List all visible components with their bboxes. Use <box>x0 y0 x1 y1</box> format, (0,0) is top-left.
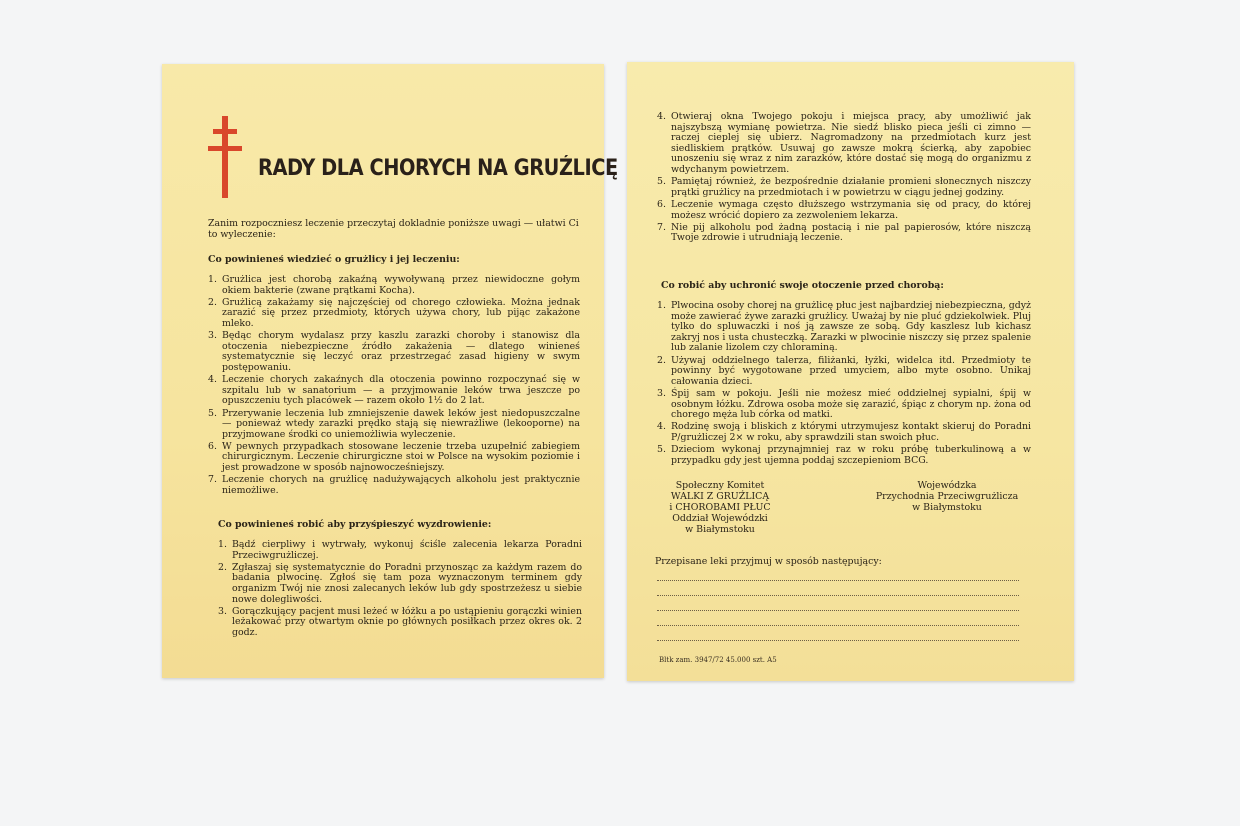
section1-list <box>208 275 580 498</box>
right-leaflet-page <box>627 62 1074 681</box>
left-leaflet-page <box>162 64 618 678</box>
section2-heading: Co powinieneś robić aby przyśpieszyć wyzdrowienie: <box>218 519 492 530</box>
section3-heading: Co robić aby uchronić swoje otoczenie przed chorobą: <box>661 280 944 291</box>
print-footer: Bltk zam. 3947/72 45.000 szt. A5 <box>659 656 777 664</box>
list-item: 2. Grużlicą zakażamy się najczęściej od chorego człowieka. Można jednak zarazić się przez przedmioty, których używa chory, lub pijąc zakażone mleko. <box>208 296 580 329</box>
leaflet-title: RADY DLA CHORYCH NA GRUŹLICĘ <box>258 156 618 181</box>
list-item: 3. Będąc chorym wydalasz przy kaszlu zarazki choroby i stanowisz dla otoczenia niebezpieczne źródło zakażenia — dlatego winieneś systematycznie się leczyć oraz przestrzegać zasad higieny w swym postępowaniu. <box>208 330 580 373</box>
list-item: 5. Dzieciom wykonaj przynajmniej raz w roku próbę tuberkulinową a w przypadku gdy jest ujemna poddaj szczepieniom BCG. <box>657 444 1031 466</box>
intro-text: Zanim rozpoczniesz leczenie przeczytaj dokladnie poniższe uwagi — ułatwi Ci to wyleczenie: <box>208 218 579 240</box>
section3-list <box>657 301 1031 468</box>
list-item: 7. Leczenie chorych na grużlicę nadużywających alkoholu jest praktycznie niemożliwe. <box>208 474 580 496</box>
list-item: 4. Otwieraj okna Twojego pokoju i miejsca pracy, aby umożliwić jak najszybszą wymianę powietrza. Nie siedź blisko pieca jeśli ci zimno — raczej cieplej się ubierz. Nagromadzony na przedmiotach kurz jest siedliskiem prątków. Usuwaj go zawsze mokrą ścierką, aby zapobiec unoszeniu się wraz z nim zarazków, które dostać się mogą do organizmu z wdychanym powietrzem. <box>657 111 1031 175</box>
signature-committee: Społeczny Komitet WALKI Z GRUŹLICĄ i CHOROBAMI PŁUC Oddział Wojewódzki w Białymstoku <box>669 480 771 535</box>
list-item: 5. Przerywanie leczenia lub zmniejszenie dawek leków jest niedopuszczalne — ponieważ wtedy zarazki prędko stają się niewrażliwe (lekooporne) na przyjmowane środki co uniemożliwia wyleczenie. <box>208 407 580 440</box>
prescription-line <box>657 625 1019 626</box>
signature-clinic: Wojewódzka Przychodnia Przeciwgrużlicza w Białymstoku <box>875 480 1019 513</box>
prescription-line <box>657 580 1019 581</box>
section2-list <box>218 540 582 640</box>
list-item: 7. Nie pij alkoholu pod żadną postacią i nie pal papierosów, które niszczą Twoje zdrowie i utrudniają leczenie. <box>657 221 1031 244</box>
prescription-line <box>657 610 1019 611</box>
list-item: 1. Plwocina osoby chorej na grużlicę płuc jest najbardziej niebezpieczna, gdyż może zawierać żywe zarazki grużlicy. Uważaj by nie pluć gdziekolwiek. Pluj tylko do spluwaczki i noś ją zawsze ze sobą. Gdy kaszlesz lub kichasz zakryj nos i usta chusteczką. Zarazki w plwocinie niszczy się przez spalenie lub zalanie lizolem czy chloraminą. <box>657 300 1031 354</box>
prescription-line <box>657 640 1019 641</box>
list-item: 1. Grużlica jest chorobą zakaźną wywoływaną przez niewidoczne gołym okiem bakterie (zwane prątkami Kocha). <box>208 274 580 296</box>
list-item: 4. Leczenie chorych zakaźnych dla otoczenia powinno rozpoczynać się w szpitalu lub w sanatorium — a przyjmowanie leków trwa jeszcze po opuszczeniu tych placówek — razem około 1½ do 2 lat. <box>208 374 580 407</box>
prescription-line <box>657 595 1019 596</box>
list-item: 3. Śpij sam w pokoju. Jeśli nie możesz mieć oddzielnej sypialni, śpij w osobnym łóżku. Zdrowa osoba może się zarazić, śpiąc z chorym np. żona od chorego męża lub córka od matki. <box>657 387 1031 421</box>
list-item: 2. Zgłaszaj się systematycznie do Poradni przynosząc za każdym razem do badania plwocinę. Zgłoś się tam poza wyznaczonym terminem gdy organizm Twój nie znosi zalecanych leków lub gdy spostrzeżesz u siebie nowe dolegliwości. <box>218 561 582 605</box>
section1-heading: Co powinieneś wiedzieć o grużlicy i jej leczeniu: <box>208 254 460 265</box>
prescription-label: Przepisane leki przyjmuj w sposób następujący: <box>655 556 882 567</box>
list-item: 3. Gorączkujący pacjent musi leżeć w łóżku a po ustąpieniu gorączki winien leżakować przy otwartym oknie po głównych posiłkach przez okres ok. 2 godz. <box>218 605 582 638</box>
list-item: 6. Leczenie wymaga często dłuższego wstrzymania się od pracy, do której możesz wrócić dopiero za zezwoleniem lekarza. <box>657 198 1031 221</box>
list-item: 4. Rodzinę swoją i bliskich z którymi utrzymujesz kontakt skieruj do Poradni P/grużliczej 2× w roku, aby sprawdzili stan swoich płuc. <box>657 421 1031 443</box>
list-item: 2. Używaj oddzielnego talerza, filiżanki, łyżki, widelca itd. Przedmioty te powinny być wygotowane przed umyciem, albo myte osobno. Unikaj całowania dzieci. <box>657 354 1031 387</box>
list-item: 6. W pewnych przypadkach stosowane leczenie trzeba uzupełnić zabiegiem chirurgicznym. Leczenie chirurgiczne stoi w Polsce na wysokim poziomie i jest prowadzone w sposób najnowocześniejszy. <box>208 440 580 474</box>
list-item: 1. Bądź cierpliwy i wytrwały, wykonuj ściśle zalecenia lekarza Poradni Przeciwgrużliczej. <box>218 539 582 561</box>
continued-list <box>657 112 1031 246</box>
cross-of-lorraine-icon <box>208 116 240 198</box>
list-item: 5. Pamiętaj również, że bezpośrednie działanie promieni słonecznych niszczy prątki grużlicy na przedmiotach i w powietrzu w ciągu jednej godziny. <box>657 176 1031 198</box>
